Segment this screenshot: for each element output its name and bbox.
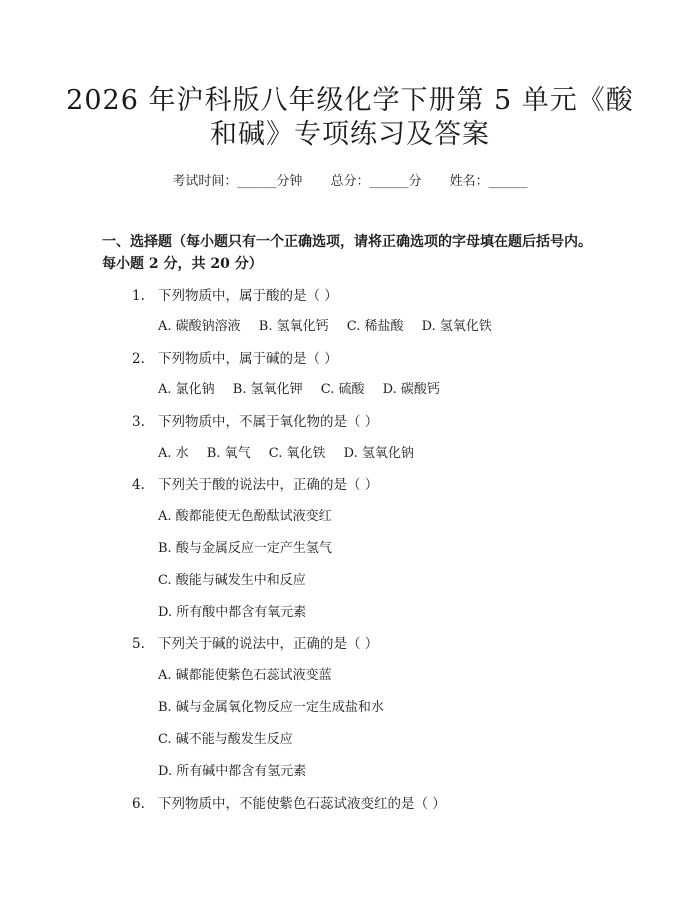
question-2 xyxy=(132,347,338,367)
question-3-options xyxy=(158,442,428,461)
option-c: C. 硫酸 xyxy=(320,382,365,397)
question-4-option-d: D. 所有酸中都含有氧元素 xyxy=(158,605,307,620)
question-5-option-a: A. 碱都能使紫色石蕊试液变蓝 xyxy=(158,668,332,683)
option-a: A. 水 xyxy=(158,446,189,461)
option-b: B. 氢氧化钙 xyxy=(258,319,329,334)
question-number: 5. xyxy=(132,636,145,652)
option-d: D. 氢氧化钠 xyxy=(343,446,414,461)
exam-meta xyxy=(0,170,700,189)
question-text: 下列物质中，不属于氧化物的是（ ） xyxy=(158,414,379,430)
question-3 xyxy=(132,410,378,430)
question-5 xyxy=(132,632,378,652)
question-4-option-c: C. 酸能与碱发生中和反应 xyxy=(158,573,306,588)
question-1 xyxy=(132,284,338,304)
question-text: 下列关于酸的说法中，正确的是（ ） xyxy=(158,477,379,493)
section-heading-line-1: 一、选择题（每小题只有一个正确选项，请将正确选项的字母填在题后括号内。 xyxy=(102,234,592,250)
question-number: 1. xyxy=(132,288,145,304)
question-text: 下列物质中，属于酸的是（ ） xyxy=(158,288,338,304)
option-a: A. 氯化钠 xyxy=(158,382,215,397)
question-4-option-b: B. 酸与金属反应一定产生氢气 xyxy=(158,541,332,556)
question-5-option-c: C. 碱不能与酸发生反应 xyxy=(158,732,293,747)
option-d: D. 氢氧化铁 xyxy=(421,319,492,334)
total-score-field: 总分：______分 xyxy=(330,174,422,189)
section-heading-line-2: 每小题 2 分，共 20 分） xyxy=(102,256,263,272)
question-text: 下列关于碱的说法中，正确的是（ ） xyxy=(158,636,379,652)
question-number: 3. xyxy=(132,414,145,430)
question-text: 下列物质中，属于碱的是（ ） xyxy=(158,351,338,367)
question-text: 下列物质中，不能使紫色石蕊试液变红的是（ ） xyxy=(158,796,446,812)
option-a: A. 碳酸钠溶液 xyxy=(158,319,241,334)
question-5-option-b: B. 碱与金属氧化物反应一定生成盐和水 xyxy=(158,700,384,715)
question-number: 2. xyxy=(132,351,145,367)
question-4 xyxy=(132,473,378,493)
student-name-field: 姓名：______ xyxy=(449,174,528,189)
option-c: C. 氧化铁 xyxy=(268,446,326,461)
question-4-option-a: A. 酸都能使无色酚酞试液变红 xyxy=(158,509,332,524)
document-title-line-2: 和碱》专项练习及答案 xyxy=(210,119,490,150)
option-b: B. 氢氧化钾 xyxy=(232,382,303,397)
question-number: 6. xyxy=(132,796,145,812)
exam-time-field: 考试时间：______分钟 xyxy=(172,174,303,189)
question-1-options xyxy=(158,315,506,334)
option-d: D. 碳酸钙 xyxy=(382,382,440,397)
question-2-options xyxy=(158,378,454,397)
question-6 xyxy=(132,792,446,812)
document-title-line-1: 2026 年沪科版八年级化学下册第 5 单元《酸 xyxy=(66,85,634,116)
option-b: B. 氧气 xyxy=(206,446,251,461)
question-5-option-d: D. 所有碱中都含有氢元素 xyxy=(158,764,307,779)
question-number: 4. xyxy=(132,477,145,493)
option-c: C. 稀盐酸 xyxy=(346,319,404,334)
section-heading xyxy=(102,231,622,275)
